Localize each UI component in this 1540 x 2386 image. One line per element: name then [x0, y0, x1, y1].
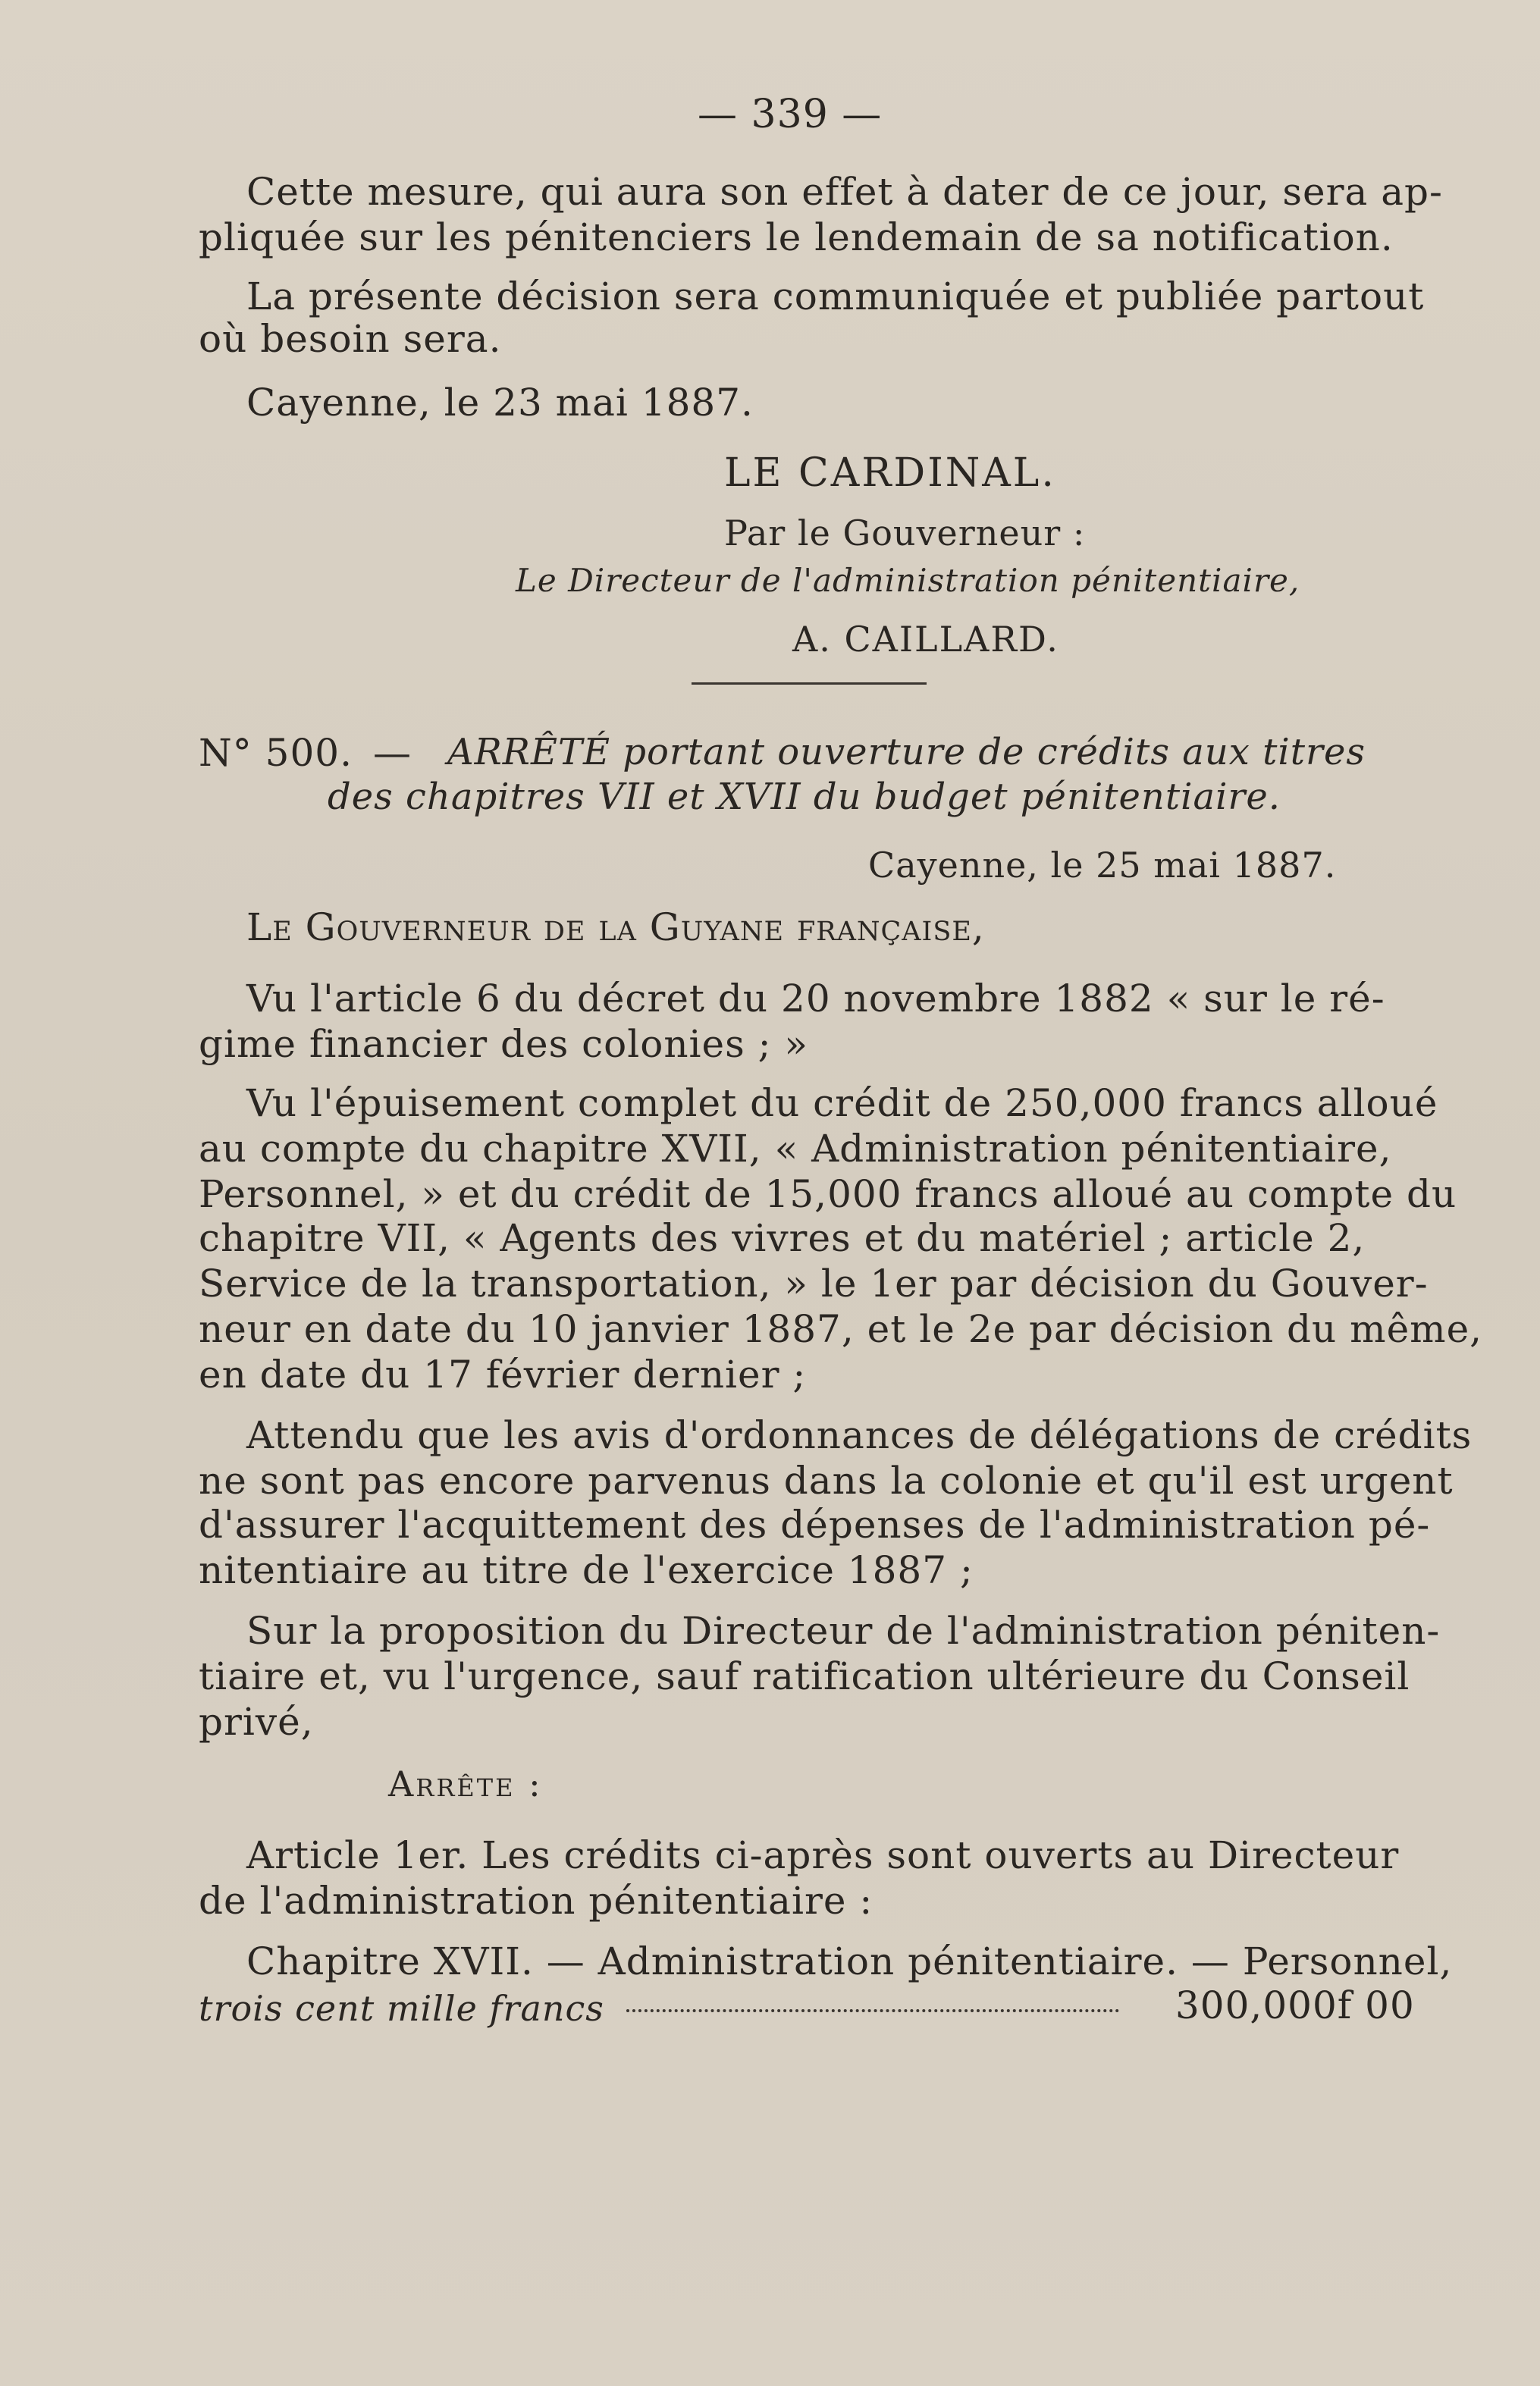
text-line: au compte du chapitre XVII, « Administration pénitentiaire,: [199, 1127, 1392, 1171]
text-line: Vu l'épuisement complet du crédit de 250,000 francs alloué: [246, 1081, 1438, 1125]
text-line: gime financier des colonies ; »: [199, 1022, 808, 1066]
text-line: privé,: [199, 1700, 314, 1744]
dot-leader: [626, 2009, 1119, 2012]
director-title: Le Directeur de l'administration pénitentiaire,: [516, 562, 1300, 599]
text-line: pliquée sur les pénitenciers le lendemain de sa notification.: [199, 215, 1394, 259]
text-line: Attendu que les avis d'ordonnances de délégations de crédits: [246, 1413, 1473, 1457]
text-line: La présente décision sera communiquée et publiée partout: [246, 274, 1425, 318]
place-date: Cayenne, le 25 mai 1887.: [868, 845, 1337, 886]
text-line: Vu l'article 6 du décret du 20 novembre 1882 « sur le ré-: [246, 977, 1385, 1021]
text-line: nitentiaire au titre de l'exercice 1887 ;: [199, 1548, 974, 1592]
decree-dash: —: [373, 731, 412, 775]
separator-rule: [692, 682, 927, 685]
text-line: chapitre VII, « Agents des vivres et du matériel ; article 2,: [199, 1216, 1366, 1260]
page-number: — 339 —: [698, 92, 883, 137]
addressee: Le Gouverneur de la Guyane française,: [246, 905, 985, 949]
decree-number: N° 500.: [199, 731, 353, 775]
arrete-heading: Arrête :: [388, 1764, 543, 1804]
text-line: Sur la proposition du Directeur de l'administration péniten-: [246, 1609, 1441, 1653]
article-line: Article 1er. Les crédits ci-après sont ouverts au Directeur: [246, 1833, 1400, 1877]
chapter-line: Chapitre XVII. — Administration pénitentiaire. — Personnel,: [246, 1939, 1453, 1983]
signature-by-line: Par le Gouverneur :: [724, 513, 1086, 553]
place-date: Cayenne, le 23 mai 1887.: [246, 381, 754, 425]
decree-title: des chapitres VII et XVII du budget pénitentiaire.: [328, 776, 1281, 818]
signatory-name: LE CARDINAL.: [724, 450, 1056, 496]
chapter-amount: 300,000f 00: [1175, 1983, 1415, 2027]
decree-title: ARRÊTÉ portant ouverture de crédits aux titres: [447, 731, 1366, 773]
text-line: neur en date du 10 janvier 1887, et le 2e par décision du même,: [199, 1307, 1483, 1351]
chapter-amount-label: trois cent mille francs: [199, 1988, 604, 2029]
text-line: Cette mesure, qui aura son effet à dater de ce jour, sera ap-: [246, 170, 1443, 214]
text-line: d'assurer l'acquittement des dépenses de l'administration pé-: [199, 1503, 1431, 1547]
article-line: de l'administration pénitentiaire :: [199, 1879, 874, 1923]
text-line: ne sont pas encore parvenus dans la colonie et qu'il est urgent: [199, 1459, 1454, 1503]
text-line: en date du 17 février dernier ;: [199, 1353, 807, 1397]
text-line: Personnel, » et du crédit de 15,000 francs alloué au compte du: [199, 1172, 1457, 1216]
text-line: Service de la transportation, » le 1er par décision du Gouver-: [199, 1262, 1429, 1306]
text-line: où besoin sera.: [199, 317, 502, 361]
text-line: tiaire et, vu l'urgence, sauf ratification ultérieure du Conseil: [199, 1654, 1410, 1698]
director-name: A. CAILLARD.: [792, 619, 1059, 660]
